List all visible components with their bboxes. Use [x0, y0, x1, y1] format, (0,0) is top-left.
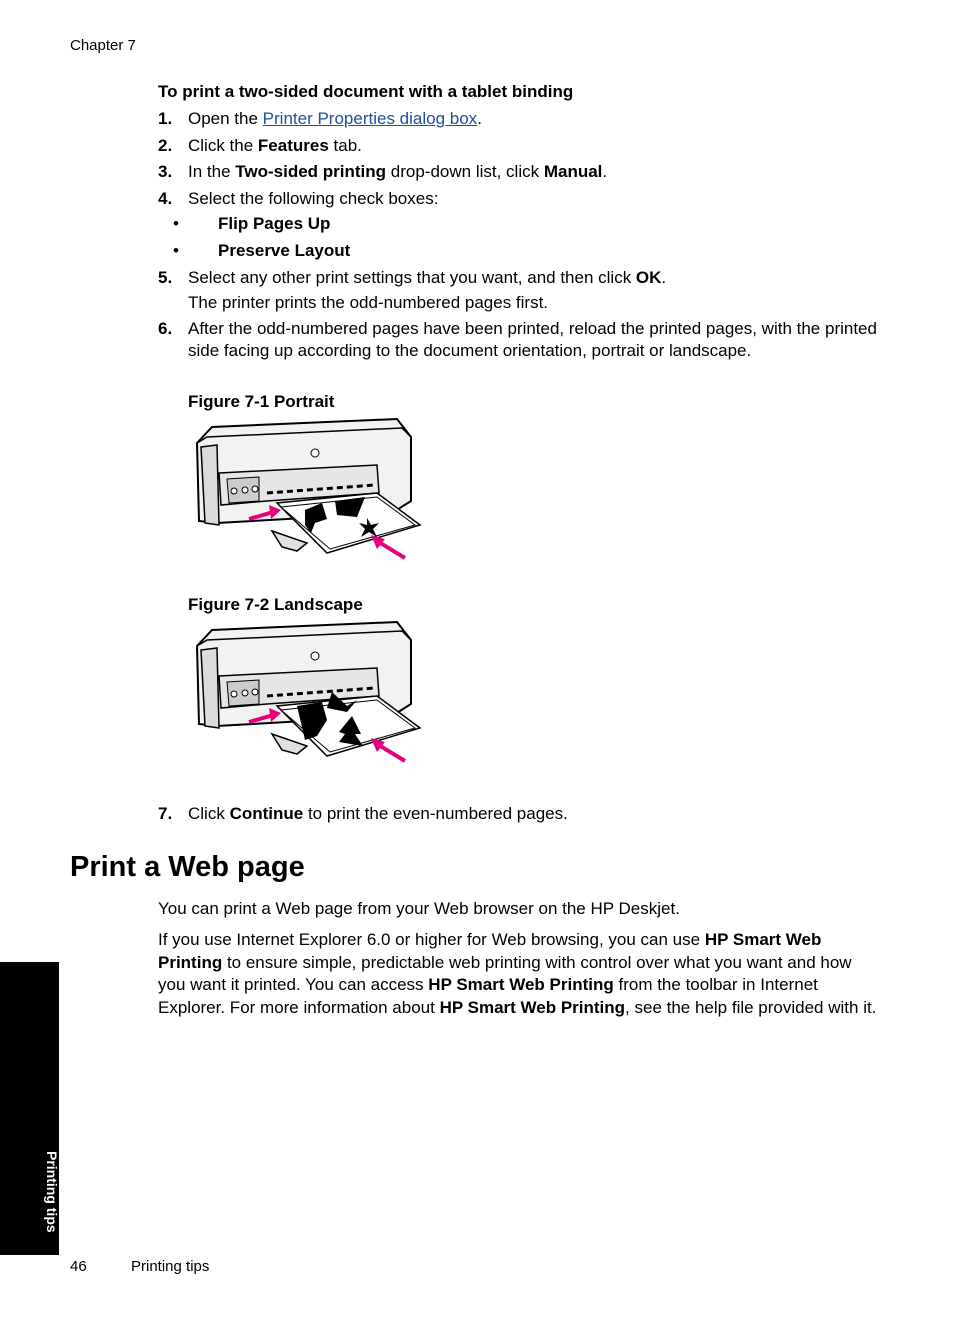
step-2: [158, 135, 878, 157]
footer-section: Printing tips: [131, 1258, 210, 1275]
bullet-text: Preserve Layout: [218, 241, 351, 260]
product-name: HP Smart Web Printing: [439, 997, 626, 1017]
bullet-symbol: •: [173, 241, 179, 260]
step-number: 4.: [158, 189, 173, 208]
product-name: HP Smart Web Printing: [158, 930, 822, 972]
page-number: 46: [70, 1258, 87, 1275]
bullet-item: [173, 214, 330, 234]
landscape-printer-illustration: [187, 616, 423, 766]
para-text: to ensure simple, predictable web printing with control over what you want and how you want it printed. You can access: [158, 952, 852, 994]
step-5: [158, 267, 878, 314]
step-number: 6.: [158, 319, 173, 338]
ui-term: Manual: [543, 162, 603, 181]
step-text: .: [602, 162, 608, 181]
step-number: 5.: [158, 268, 173, 287]
chapter-label: Chapter 7: [70, 37, 136, 54]
printer-properties-link[interactable]: Printer Properties dialog box: [262, 109, 478, 128]
step-text: to print the even-numbered pages.: [303, 804, 568, 823]
para-text: If you use Internet Explorer 6.0 or higher for Web browsing, you can use: [158, 930, 705, 949]
ui-term: Continue: [229, 804, 304, 823]
step-number: 3.: [158, 162, 173, 181]
step-text: .: [477, 109, 482, 128]
step-text: Open the: [188, 109, 263, 128]
step-text: drop-down list, click: [386, 162, 544, 181]
paragraph: You can print a Web page from your Web browser on the HP Deskjet.: [158, 899, 680, 918]
step-3: [158, 161, 878, 183]
step-note: The printer prints the odd-numbered pages first.: [188, 293, 549, 312]
figure-caption: Figure 7-2 Landscape: [188, 595, 363, 614]
step-text: After the odd-numbered pages have been printed, reload the printed pages, with the printed side facing up according to the document orientation, portrait or landscape.: [188, 319, 877, 360]
section-heading: Print a Web page: [70, 851, 305, 883]
bullet-symbol: •: [173, 214, 179, 233]
step-text: tab.: [328, 136, 362, 155]
step-number: 2.: [158, 136, 173, 155]
step-number: 1.: [158, 109, 173, 128]
para-text: from the toolbar in Internet Explorer. For more information about: [158, 975, 818, 1017]
side-tab-label: Printing tips: [44, 1151, 60, 1233]
procedure-title: To print a two-sided document with a tablet binding: [158, 82, 574, 101]
bullet-text: Flip Pages Up: [218, 214, 331, 233]
step-1: [158, 108, 878, 130]
step-text: .: [661, 268, 667, 287]
step-4: [158, 188, 878, 210]
step-text: Click the: [188, 136, 258, 155]
step-text: Select the following check boxes:: [188, 189, 439, 208]
portrait-printer-illustration: [187, 413, 423, 563]
step-text: Select any other print settings that you want, and then click: [188, 268, 636, 287]
figure-caption: Figure 7-1 Portrait: [188, 392, 335, 411]
step-number: 7.: [158, 804, 173, 823]
paragraph: [158, 929, 878, 1019]
ui-term: Features: [257, 136, 329, 155]
step-7: [158, 803, 878, 825]
para-text: , see the help file provided with it.: [625, 997, 877, 1017]
step-6: [158, 318, 878, 362]
step-text: Click: [188, 804, 230, 823]
step-text: In the: [188, 162, 236, 181]
product-name: HP Smart Web Printing: [428, 975, 614, 994]
bullet-item: [173, 241, 350, 261]
ui-term: Two-sided printing: [235, 162, 387, 181]
ui-term: OK: [635, 268, 662, 287]
